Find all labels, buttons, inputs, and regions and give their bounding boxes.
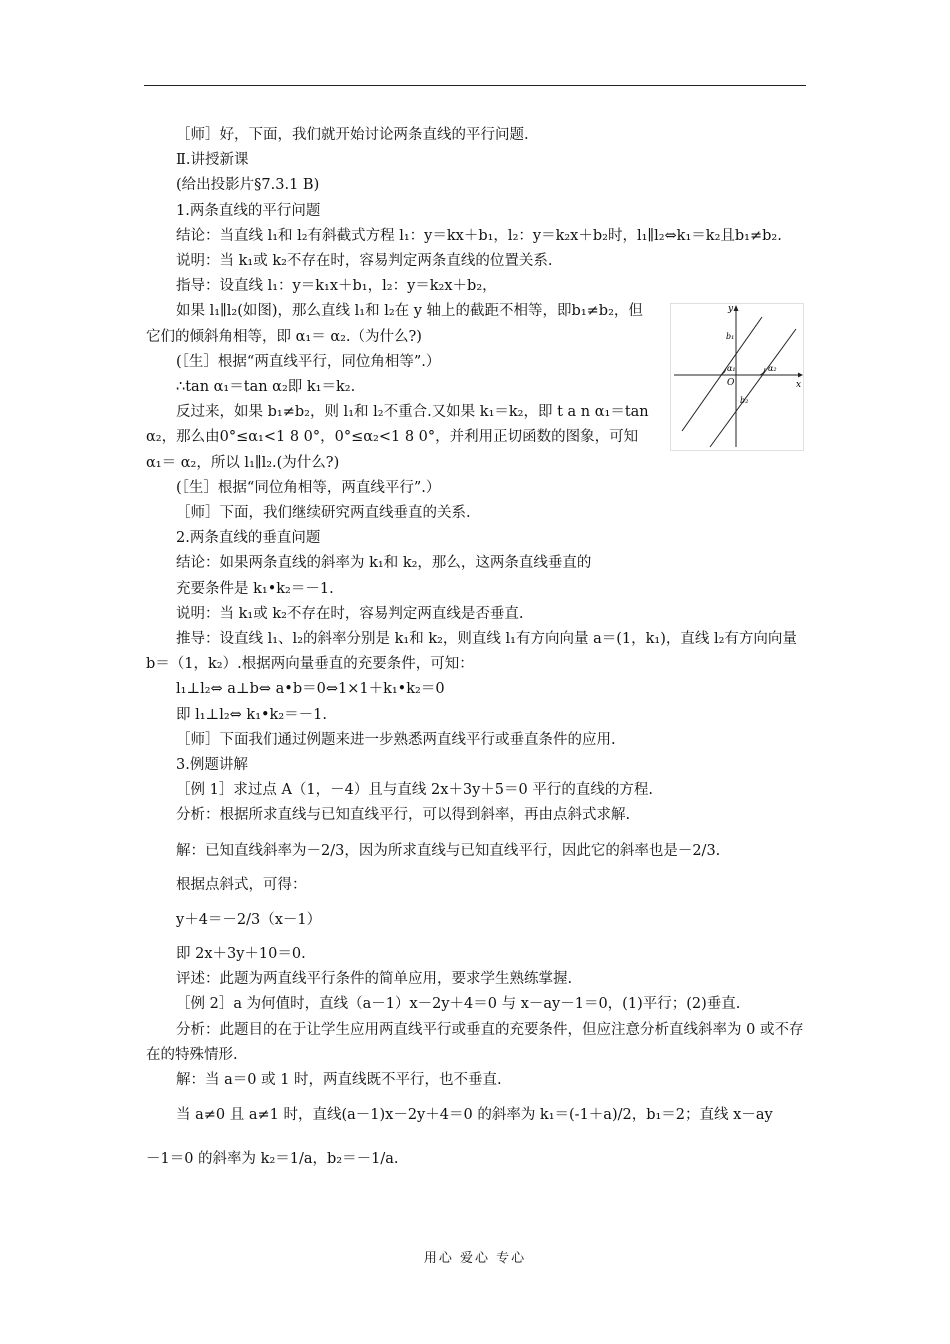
b1-label: b₁ (726, 332, 735, 342)
paragraph: 结论：当直线 l₁和 l₂有斜截式方程 l₁：y＝kx＋b₁，l₂：y＝k₂x＋b₂时，l₁∥l₂⇔k₁＝k₂且b₁≠b₂. (176, 227, 782, 244)
figure-frame (671, 304, 804, 451)
parallel-lines-figure (670, 303, 804, 451)
paragraph: 如果 l₁∥l₂(如图)，那么直线 l₁和 l₂在 y 轴上的截距不相等，即b₁≠b₂，但它们的倾斜角相等，即 α₁＝ α₂.（为什么?) (146, 303, 643, 345)
section-heading: Ⅱ.讲授新课 (176, 152, 249, 169)
formula-line: 即 l₁⊥l₂⇔ k₁•k₂＝－1. (176, 706, 327, 723)
paragraph: 推导：设直线 l₁、l₂的斜率分别是 k₁和 k₂，则直线 l₁有方向向量 a＝(1，k₁)，直线 l₂有方向向量 b＝（1，k₂）.根据两向量垂直的充要条件，可知： (146, 631, 802, 673)
y-axis-label: y (728, 304, 734, 315)
b2-label: b₂ (740, 396, 749, 406)
paragraph: 说明：当 k₁或 k₂不存在时，容易判定两条直线的位置关系. (176, 253, 553, 270)
alpha1-label: α₁ (727, 364, 736, 374)
formula-line: l₁⊥l₂⇔ a⊥b⇔ a•b＝0⇔1×1＋k₁•k₂＝0 (176, 681, 445, 698)
paragraph: ［师］下面我们通过例题来进一步熟悉两直线平行或垂直条件的应用. (176, 731, 616, 748)
paragraph: 根据点斜式，可得： (176, 876, 307, 893)
alpha2-label: α₂ (768, 364, 777, 374)
section-heading: 1.两条直线的平行问题 (176, 202, 321, 219)
paragraph: 充要条件是 k₁•k₂＝－1. (176, 580, 334, 597)
example-2: ［例 2］a 为何值时，直线（a－1）x－2y＋4＝0 与 x－ay－1＝0，(1)平行；(2)垂直. (176, 996, 741, 1013)
figure-side-text (146, 299, 651, 400)
section-heading: 2.两条直线的垂直问题 (176, 530, 321, 547)
example-1: ［例 1］求过点 A（1，－4）且与直线 2x＋3y＋5＝0 平行的直线的方程. (176, 782, 653, 799)
section-heading: 3.例题讲解 (176, 757, 248, 774)
paragraph: ［师］下面，我们继续研究两直线垂直的关系. (176, 505, 471, 522)
paragraph: (［生］根据“同位角相等，两直线平行”.） (176, 479, 441, 496)
paragraph: (［生］根据“两直线平行，同位角相等”.） (176, 353, 441, 370)
paragraph: (给出投影片§7.3.1 B) (176, 177, 320, 194)
paragraph: 结论：如果两条直线的斜率为 k₁和 k₂，那么，这两条直线垂直的 (176, 555, 592, 572)
solution-1: 解：已知直线斜率为－2/3，因为所求直线与已知直线平行，因此它的斜率也是－2/3. (176, 842, 721, 859)
formula-line: y＋4＝－2/3（x－1） (176, 911, 322, 928)
paragraph: 指导：设直线 l₁：y＝k₁x＋b₁，l₂：y＝k₂x＋b₂， (176, 278, 497, 295)
x-axis-label: x (796, 380, 802, 391)
content-body (146, 123, 810, 1181)
formula-line: 即 2x＋3y＋10＝0. (176, 945, 306, 962)
origin-label: O (727, 378, 735, 389)
paragraph: 说明：当 k₁或 k₂不存在时，容易判定两直线是否垂直. (176, 605, 524, 622)
paragraph: 解：当 a＝0 或 1 时，两直线既不平行，也不垂直. (176, 1071, 502, 1088)
header-rule (144, 85, 806, 86)
paragraph: 评述：此题为两直线平行条件的简单应用，要求学生熟练掌握. (176, 971, 573, 988)
paragraph: 分析：根据所求直线与已知直线平行，可以得到斜率，再由点斜式求解. (176, 807, 631, 824)
paragraph: 分析：此题目的在于让学生应用两直线平行或垂直的充要条件，但应注意分析直线斜率为 0 或不存在的特殊情形. (146, 1021, 804, 1063)
paragraph: 反过来，如果 b₁≠b₂，则 l₁和 l₂不重合.又如果 k₁＝k₂，即 t a n α₁＝tan α₂，那么由0°≤α₁<1 8 0°，0°≤α₂<1 8 0°，并利用正切函数的图象，可知 α₁＝ α₂，所以 l₁∥l₂.(为什么?) (146, 404, 654, 471)
solution-2-line-2: －1＝0 的斜率为 k₂＝1/a，b₂＝－1/a. (146, 1151, 399, 1168)
page-footer: 用心 爱心 专心 (423, 1251, 527, 1266)
paragraph: ∴tan α₁＝tan α₂即 k₁＝k₂. (176, 379, 356, 396)
figure-row (146, 299, 810, 475)
solution-2-line-1: 当 a≠0 且 a≠1 时，直线(a－1)x－2y＋4＝0 的斜率为 k₁＝(-1＋a)/2，b₁＝2；直线 x－ay (176, 1107, 773, 1124)
paragraph: ［师］好，下面，我们就开始讨论两条直线的平行问题. (176, 127, 529, 143)
